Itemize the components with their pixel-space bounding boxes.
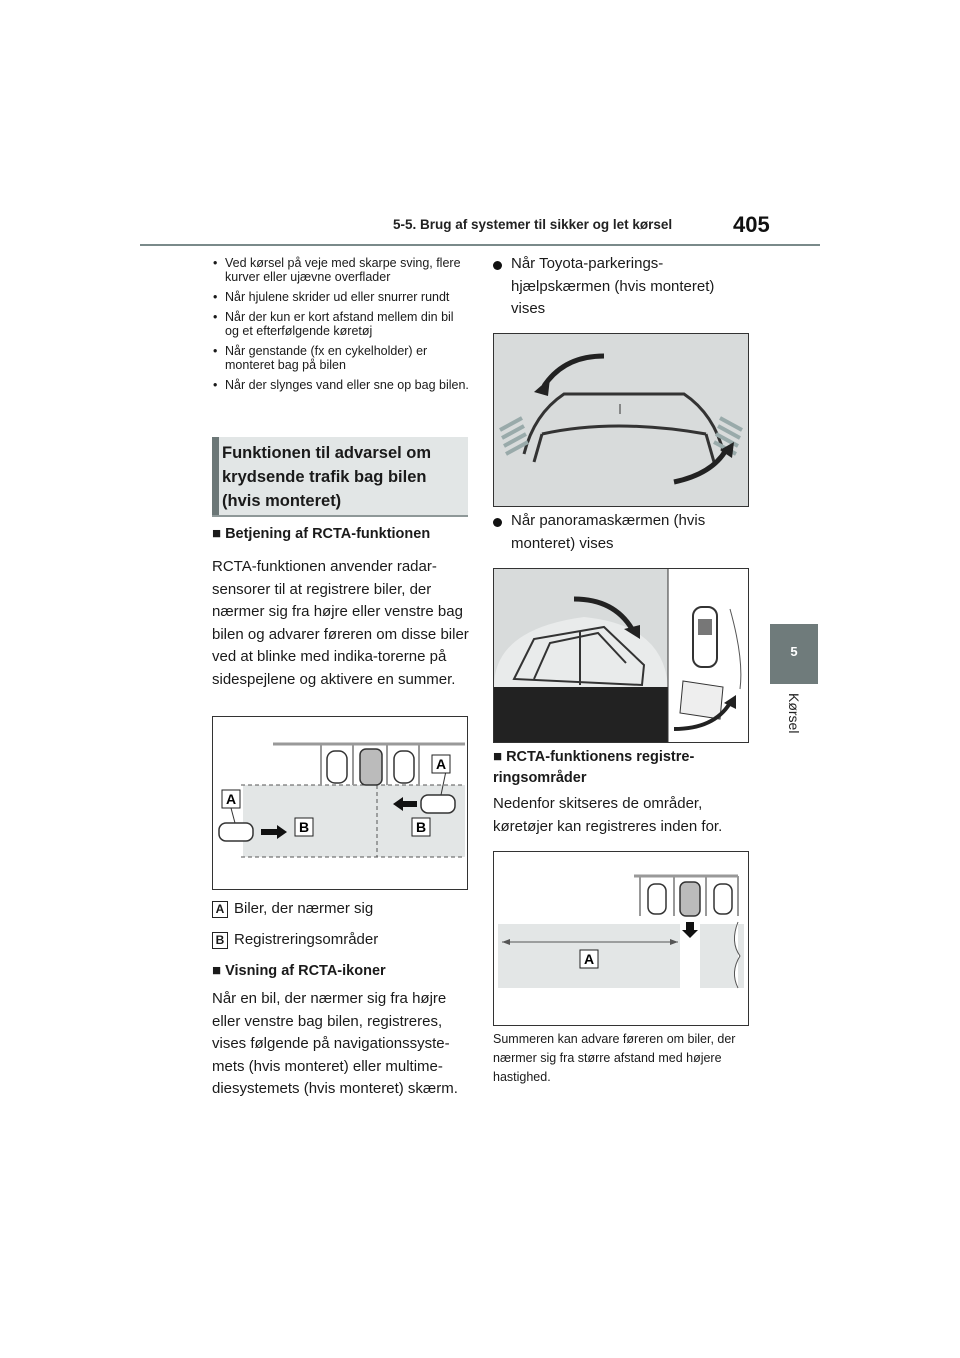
header-divider — [140, 244, 820, 246]
bullet-panorama: Når panoramaskærmen (hvis monteret) vises — [493, 510, 743, 555]
section-heading: Funktionen til advarsel om krydsende trafik bag bilen (hvis monteret) — [222, 444, 432, 510]
list-item: • Når der slynges vand eller sne op bag bilen. — [212, 378, 470, 392]
subheading-areas: ■ RCTA-funktionens registre-ringsområder — [493, 748, 695, 786]
page-number: 405 — [733, 212, 770, 237]
label-a: A — [583, 951, 595, 967]
legend-key: B — [212, 932, 228, 949]
icons-paragraph: Når en bil, der nærmer sig fra højre eller venstre bag bilen, registreres, vises følgende på navigationssyste-mets (hvis monteret) eller multime-diesystemets (hvis monteret) skærm. — [212, 990, 458, 1097]
panorama-illustration — [494, 569, 748, 742]
operation-paragraph: RCTA-funktionen anvender radar-sensorer til at registrere biler, der nærmer sig fra højre eller venstre bag bilen og advarer føreren om disse biler ved at blinke med indika-torerne på sidespejlene og aktivere en summer. — [212, 558, 469, 688]
label-b-right: B — [415, 819, 427, 835]
bullet-dot-icon — [493, 518, 502, 527]
label-a-right: A — [435, 756, 447, 772]
square-bullet-icon: ■ — [212, 525, 222, 542]
parking-assist-screen-figure — [493, 333, 749, 507]
list-item: • Ved kørsel på veje med skarpe sving, flere kurver eller ujævne overflader — [212, 256, 470, 284]
square-bullet-icon: ■ — [212, 962, 222, 979]
detection-range-figure — [493, 851, 749, 1026]
legend-item-a: A Biler, der nærmer sig — [212, 899, 373, 919]
label-a-left: A — [225, 791, 237, 807]
bullet-parking-assist: Når Toyota-parkerings-hjælpskærmen (hvis monteret) vises — [493, 253, 743, 321]
subheading-icons: ■ Visning af RCTA-ikoner — [212, 962, 386, 979]
areas-paragraph: Nedenfor skitseres de områder, køretøjer kan registreres inden for. — [493, 795, 723, 835]
panorama-screen-figure — [493, 568, 749, 743]
chapter-tab[interactable]: 5 — [770, 624, 818, 684]
section-heading-bar — [212, 437, 219, 515]
label-b-left: B — [298, 819, 310, 835]
parking-assist-illustration — [494, 334, 748, 506]
legend-item-b: B Registreringsområder — [212, 930, 378, 950]
parking-lot-illustration — [213, 717, 467, 889]
detection-range-illustration — [494, 852, 748, 1025]
figure-caption: Summeren kan advare føreren om biler, der nærmer sig fra større afstand med højere hastighed. — [493, 1032, 736, 1084]
list-item: • Når der kun er kort afstand mellem din bil og et efterfølgende køretøj — [212, 310, 470, 338]
legend-key: A — [212, 901, 228, 918]
rcta-detection-diagram — [212, 716, 468, 890]
condition-list — [212, 256, 470, 392]
square-bullet-icon: ■ — [493, 748, 503, 765]
list-item: • Når hjulene skrider ud eller snurrer rundt — [212, 290, 470, 304]
subheading-operation: ■ Betjening af RCTA-funktionen — [212, 525, 431, 542]
chapter-label: Kørsel — [786, 693, 802, 734]
bullet-dot-icon — [493, 261, 502, 270]
section-heading-box — [212, 437, 468, 517]
section-title: 5-5. Brug af systemer til sikker og let kørsel — [393, 217, 673, 232]
list-item: • Når genstande (fx en cykelholder) er monteret bag på bilen — [212, 344, 470, 372]
